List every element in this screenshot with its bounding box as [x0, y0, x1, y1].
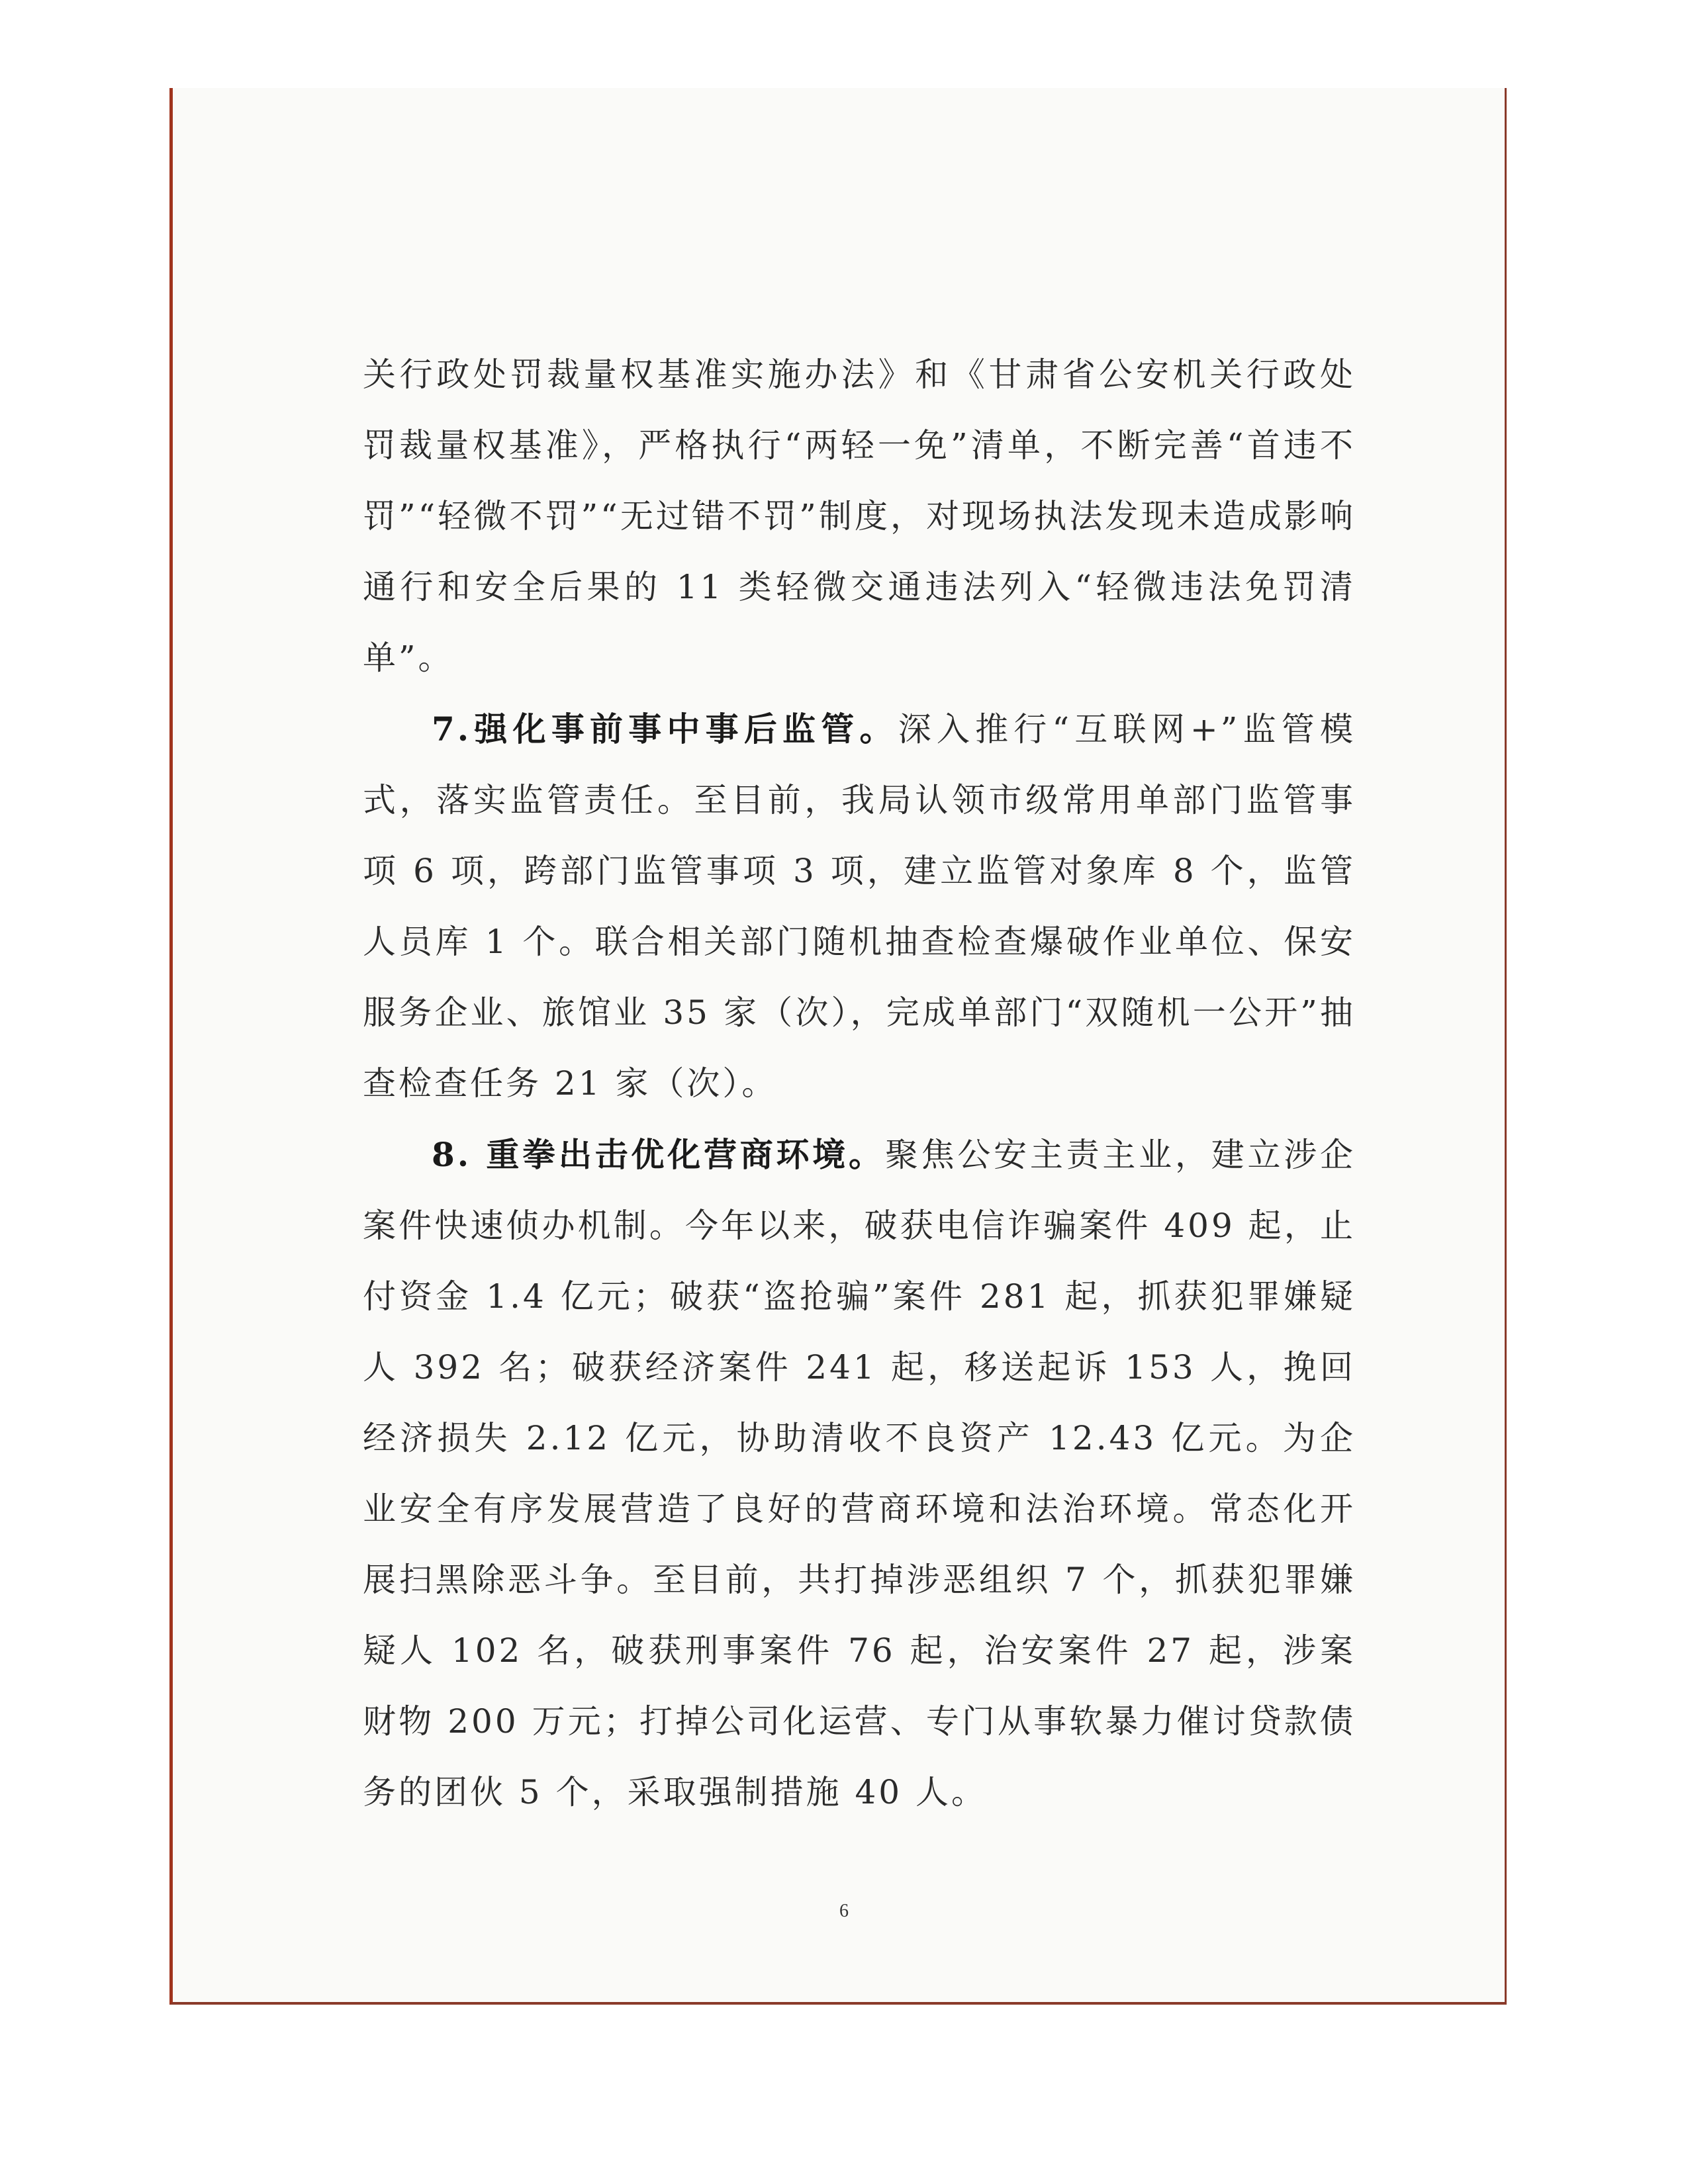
document-body	[363, 340, 1356, 1828]
paragraph-continuation	[363, 340, 1356, 694]
paragraph-item-8	[363, 1119, 1356, 1828]
paragraph-text: 深入推行“互联网+”监管模式，落实监管责任。至目前，我局认领市级常用单部门监管事项 6 项，跨部门监管事项 3 项，建立监管对象库 8 个，监管人员库 1 个。联合相关部门随机抽查检查爆破作业单位、保安服务企业、旅馆业 35 家（次），完成单部门“双随机一公开”抽查检查任务 21 家（次）。	[363, 710, 1356, 1103]
paragraph-item-7	[363, 694, 1356, 1119]
paragraph-text: 聚焦公安主责主业，建立涉企案件快速侦办机制。今年以来，破获电信诈骗案件 409 起，止付资金 1.4 亿元；破获“盗抢骗”案件 281 起，抓获犯罪嫌疑人 392 名；破获经济案件 241 起，移送起诉 153 人，挽回经济损失 2.12 亿元，协助清收不良资产 12.43 亿元。为企业安全有序发展营造了良好的营商环境和法治环境。常态化开展扫黑除恶斗争。至目前，共打掉涉恶组织 7 个，抓获犯罪嫌疑人 102 名，破获刑事案件 76 起，治安案件 27 起，涉案财物 200 万元；打掉公司化运营、专门从事软暴力催讨贷款债务的团伙 5 个，采取强制措施 40 人。	[363, 1136, 1356, 1811]
paragraph-heading: 8. 重拳出击优化营商环境。	[432, 1135, 885, 1174]
paragraph-text: 关行政处罚裁量权基准实施办法》和《甘肃省公安机关行政处罚裁量权基准》，严格执行“两轻一免”清单，不断完善“首违不罚”“轻微不罚”“无过错不罚”制度，对现场执法发现未造成影响通行和安全后果的 11 类轻微交通违法列入“轻微违法免罚清单”。	[363, 355, 1356, 677]
page-number: 6	[839, 1901, 849, 1921]
paragraph-heading: 7.强化事前事中事后监管。	[432, 709, 898, 749]
